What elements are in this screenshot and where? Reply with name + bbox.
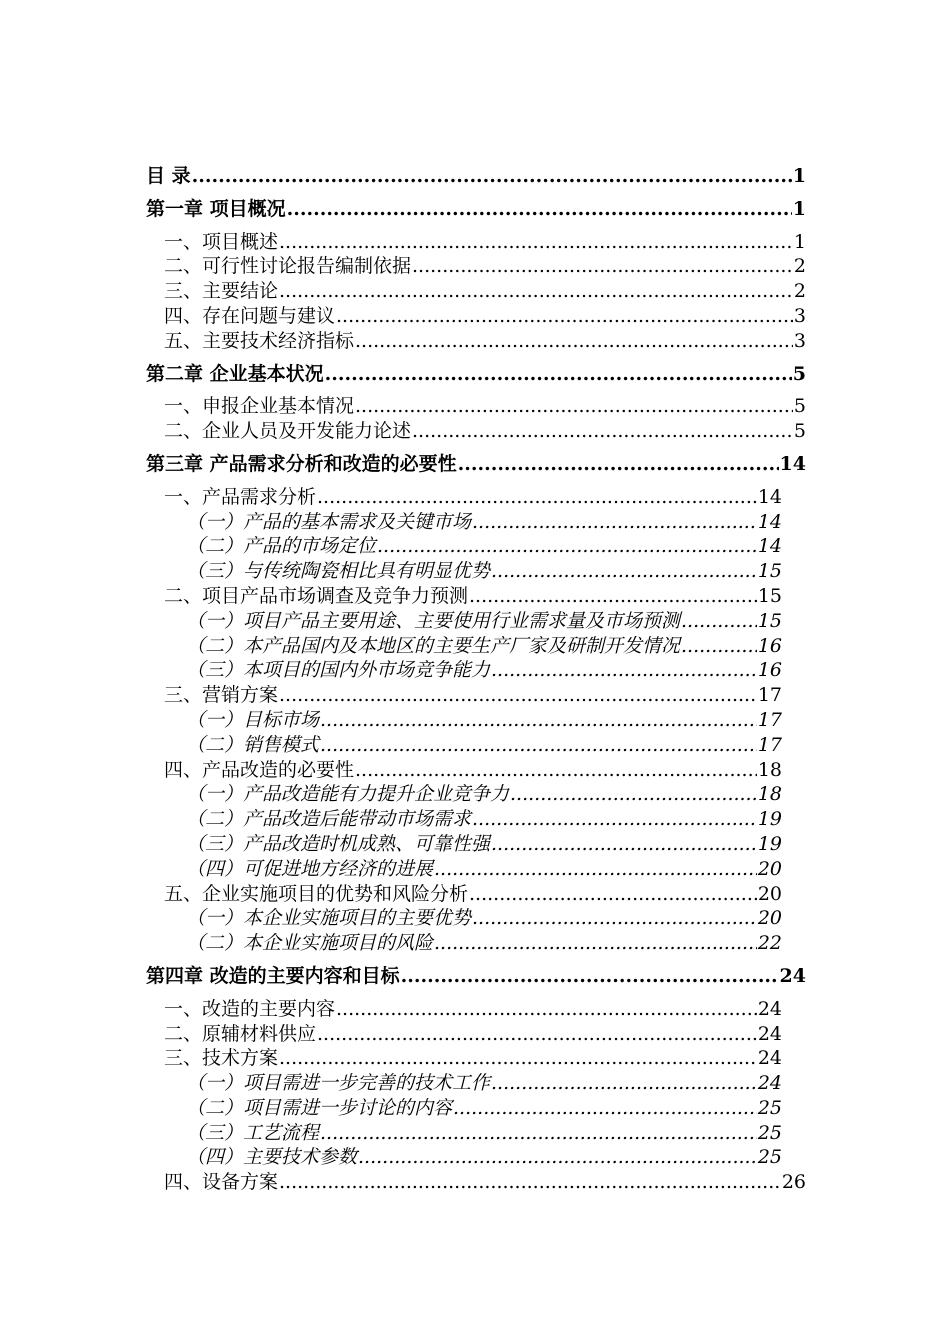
toc-subsection-entry[interactable] bbox=[146, 782, 806, 807]
toc-dot-leader bbox=[320, 733, 757, 758]
table-of-contents bbox=[146, 156, 806, 1195]
toc-entry-title: 二、原辅材料供应 bbox=[164, 1022, 317, 1045]
toc-entry-title: 第三章 产品需求分析和改造的必要性 bbox=[146, 452, 457, 475]
toc-entry-title: 第一章 项目概况 bbox=[146, 197, 286, 220]
toc-dot-leader bbox=[320, 708, 757, 733]
toc-entry-title: 一、申报企业基本情况 bbox=[164, 395, 355, 418]
toc-subsection-entry[interactable] bbox=[146, 807, 806, 832]
toc-dot-leader bbox=[510, 782, 757, 807]
toc-page-number: 17 bbox=[757, 684, 782, 707]
toc-subsection-entry[interactable] bbox=[146, 634, 806, 659]
toc-dot-leader bbox=[355, 329, 793, 354]
toc-subsection-entry[interactable] bbox=[146, 1096, 806, 1121]
toc-page-number: 19 bbox=[757, 808, 782, 831]
toc-entry-title: （三）产品改造时机成熟、可靠性强 bbox=[186, 832, 491, 855]
toc-page-number: 17 bbox=[757, 733, 782, 756]
toc-page-number: 18 bbox=[757, 758, 782, 781]
toc-entry-title: （二）项目需进一步讨论的内容 bbox=[186, 1096, 453, 1119]
toc-dot-leader bbox=[472, 906, 757, 931]
toc-chapter-entry[interactable] bbox=[146, 197, 806, 222]
toc-entry-title: （三）本项目的国内外市场竞争能力 bbox=[186, 659, 491, 682]
toc-dot-leader bbox=[434, 857, 757, 882]
toc-page-number: 17 bbox=[757, 708, 782, 731]
toc-page-number: 3 bbox=[793, 329, 806, 352]
toc-page-number: 20 bbox=[757, 857, 782, 880]
toc-entry-title: 一、改造的主要内容 bbox=[164, 997, 336, 1020]
toc-section-entry[interactable] bbox=[146, 997, 806, 1022]
toc-subsection-entry[interactable] bbox=[146, 857, 806, 882]
toc-chapter-entry[interactable] bbox=[146, 964, 806, 989]
toc-subsection-entry[interactable] bbox=[146, 658, 806, 683]
toc-dot-leader bbox=[491, 1071, 757, 1096]
toc-entry-title: 第四章 改造的主要内容和目标 bbox=[146, 964, 400, 987]
toc-page-number: 1 bbox=[792, 197, 806, 220]
toc-entry-title: （三）与传统陶瓷相比具有明显优势 bbox=[186, 560, 491, 583]
toc-page-number: 24 bbox=[757, 1072, 782, 1095]
toc-dot-leader bbox=[469, 882, 757, 907]
toc-section-entry[interactable] bbox=[146, 1046, 806, 1071]
toc-dot-leader bbox=[412, 419, 793, 444]
toc-dot-leader bbox=[355, 758, 757, 783]
toc-section-entry[interactable] bbox=[146, 254, 806, 279]
toc-entry-title: （一）产品的基本需求及关键市场 bbox=[186, 510, 472, 533]
toc-entry-title: 四、存在问题与建议 bbox=[164, 304, 336, 327]
toc-dot-leader bbox=[317, 1022, 757, 1047]
toc-page-number: 20 bbox=[757, 907, 782, 930]
toc-entry-title: 五、企业实施项目的优势和风险分析 bbox=[164, 882, 469, 905]
toc-dot-leader bbox=[491, 658, 757, 683]
toc-entry-title: （二）产品的市场定位 bbox=[186, 535, 377, 558]
toc-section-entry[interactable] bbox=[146, 230, 806, 255]
toc-section-entry[interactable] bbox=[146, 1170, 806, 1195]
toc-entry-title: 三、主要结论 bbox=[164, 280, 279, 303]
toc-dot-leader bbox=[336, 997, 757, 1022]
toc-entry-title: 四、产品改造的必要性 bbox=[164, 758, 355, 781]
toc-page-number: 2 bbox=[793, 255, 806, 278]
toc-subsection-entry[interactable] bbox=[146, 510, 806, 535]
toc-subsection-entry[interactable] bbox=[146, 534, 806, 559]
toc-page-number: 25 bbox=[757, 1096, 782, 1119]
toc-entry-title: 第二章 企业基本状况 bbox=[146, 362, 324, 385]
toc-dot-leader bbox=[279, 1170, 781, 1195]
toc-dot-leader bbox=[355, 394, 793, 419]
toc-dot-leader bbox=[317, 485, 757, 510]
toc-subsection-entry[interactable] bbox=[146, 1121, 806, 1146]
toc-subsection-entry[interactable] bbox=[146, 708, 806, 733]
toc-chapter-entry[interactable] bbox=[146, 362, 806, 387]
toc-subsection-entry[interactable] bbox=[146, 832, 806, 857]
toc-page-number: 1 bbox=[792, 165, 806, 187]
toc-page-number: 1 bbox=[793, 230, 806, 253]
toc-dot-leader bbox=[279, 683, 757, 708]
toc-page-number: 16 bbox=[757, 659, 782, 682]
toc-entry-title: 一、产品需求分析 bbox=[164, 485, 317, 508]
toc-dot-leader bbox=[279, 1046, 757, 1071]
toc-dot-leader bbox=[453, 1096, 757, 1121]
toc-dot-leader bbox=[287, 197, 792, 222]
toc-entry-title: 二、项目产品市场调查及竞争力预测 bbox=[164, 584, 469, 607]
toc-entry-title: （四）主要技术参数 bbox=[186, 1146, 358, 1169]
toc-entry-title: （一）产品改造能有力提升企业竞争力 bbox=[186, 783, 510, 806]
toc-page-number: 15 bbox=[757, 584, 782, 607]
toc-page-number: 16 bbox=[757, 634, 782, 657]
toc-entry-title: 三、营销方案 bbox=[164, 684, 279, 707]
toc-dot-leader bbox=[192, 164, 792, 189]
toc-dot-leader bbox=[472, 807, 757, 832]
toc-section-entry[interactable] bbox=[146, 304, 806, 329]
toc-page-number: 5 bbox=[792, 362, 806, 385]
toc-dot-leader bbox=[279, 279, 793, 304]
toc-page-number: 24 bbox=[757, 997, 782, 1020]
toc-dot-leader bbox=[434, 931, 757, 956]
toc-page-number: 24 bbox=[779, 964, 806, 987]
toc-subsection-entry[interactable] bbox=[146, 609, 806, 634]
toc-subsection-entry[interactable] bbox=[146, 931, 806, 956]
toc-dot-leader bbox=[469, 584, 757, 609]
toc-page-number: 22 bbox=[757, 932, 782, 955]
toc-page-number: 14 bbox=[757, 510, 782, 533]
toc-page-number: 26 bbox=[781, 1171, 806, 1194]
toc-entry-title: 二、企业人员及开发能力论述 bbox=[164, 420, 412, 443]
toc-entry-title: （四）可促进地方经济的进展 bbox=[186, 857, 434, 880]
toc-dot-leader bbox=[681, 634, 757, 659]
toc-page-number: 15 bbox=[757, 560, 782, 583]
toc-entry-title: 四、设备方案 bbox=[164, 1171, 279, 1194]
toc-section-entry[interactable] bbox=[146, 419, 806, 444]
toc-subsection-entry[interactable] bbox=[146, 733, 806, 758]
toc-page-number: 15 bbox=[757, 609, 782, 632]
toc-page-number: 5 bbox=[793, 420, 806, 443]
toc-entry-title: （一）项目产品主要用途、主要使用行业需求量及市场预测 bbox=[186, 609, 681, 632]
toc-page-number: 24 bbox=[757, 1022, 782, 1045]
toc-dot-leader bbox=[279, 230, 793, 255]
toc-entry-title: （三）工艺流程 bbox=[186, 1121, 320, 1144]
toc-subsection-entry[interactable] bbox=[146, 1145, 806, 1170]
toc-entry-title: （二）产品改造后能带动市场需求 bbox=[186, 808, 472, 831]
toc-entry-title: （一）项目需进一步完善的技术工作 bbox=[186, 1072, 491, 1095]
toc-entry-title: （二）本企业实施项目的风险 bbox=[186, 932, 434, 955]
toc-page-number: 3 bbox=[793, 304, 806, 327]
toc-page-number: 14 bbox=[757, 535, 782, 558]
toc-dot-leader bbox=[320, 1121, 757, 1146]
toc-entry-title: 目 录 bbox=[146, 165, 191, 187]
toc-section-entry[interactable] bbox=[146, 882, 806, 907]
toc-entry-title: （一）目标市场 bbox=[186, 708, 320, 731]
toc-dot-leader bbox=[491, 832, 757, 857]
toc-entry-title: （一）本企业实施项目的主要优势 bbox=[186, 907, 472, 930]
toc-dot-leader bbox=[325, 362, 792, 387]
toc-section-entry[interactable] bbox=[146, 1022, 806, 1047]
toc-dot-leader bbox=[472, 510, 757, 535]
toc-dot-leader bbox=[336, 304, 793, 329]
toc-subsection-entry[interactable] bbox=[146, 1071, 806, 1096]
toc-dot-leader bbox=[458, 452, 779, 477]
toc-page-number: 24 bbox=[757, 1047, 782, 1070]
toc-entry-title: 一、项目概述 bbox=[164, 230, 279, 253]
toc-entry-title: （二）销售模式 bbox=[186, 733, 320, 756]
toc-page-number: 25 bbox=[757, 1121, 782, 1144]
toc-dot-leader bbox=[358, 1145, 757, 1170]
toc-section-entry[interactable] bbox=[146, 394, 806, 419]
toc-page-number: 5 bbox=[793, 395, 806, 418]
toc-dot-leader bbox=[412, 254, 793, 279]
toc-section-entry[interactable] bbox=[146, 758, 806, 783]
toc-page-number: 14 bbox=[757, 485, 782, 508]
toc-page-number: 20 bbox=[757, 882, 782, 905]
toc-chapter-entry[interactable] bbox=[146, 164, 806, 189]
toc-page-number: 2 bbox=[793, 280, 806, 303]
toc-entry-title: 二、可行性讨论报告编制依据 bbox=[164, 255, 412, 278]
toc-subsection-entry[interactable] bbox=[146, 906, 806, 931]
toc-section-entry[interactable] bbox=[146, 683, 806, 708]
toc-section-entry[interactable] bbox=[146, 279, 806, 304]
toc-section-entry[interactable] bbox=[146, 485, 806, 510]
toc-page-number: 19 bbox=[757, 832, 782, 855]
toc-page-number: 14 bbox=[779, 452, 806, 475]
toc-page-number: 25 bbox=[757, 1146, 782, 1169]
toc-chapter-entry[interactable] bbox=[146, 452, 806, 477]
toc-section-entry[interactable] bbox=[146, 584, 806, 609]
toc-dot-leader bbox=[681, 609, 757, 634]
toc-entry-title: 三、技术方案 bbox=[164, 1047, 279, 1070]
toc-subsection-entry[interactable] bbox=[146, 559, 806, 584]
toc-dot-leader bbox=[377, 534, 757, 559]
toc-section-entry[interactable] bbox=[146, 329, 806, 354]
toc-page-number: 18 bbox=[757, 783, 782, 806]
toc-entry-title: 五、主要技术经济指标 bbox=[164, 329, 355, 352]
toc-entry-title: （二）本产品国内及本地区的主要生产厂家及研制开发情况 bbox=[186, 634, 681, 657]
toc-dot-leader bbox=[491, 559, 757, 584]
toc-dot-leader bbox=[401, 964, 779, 989]
